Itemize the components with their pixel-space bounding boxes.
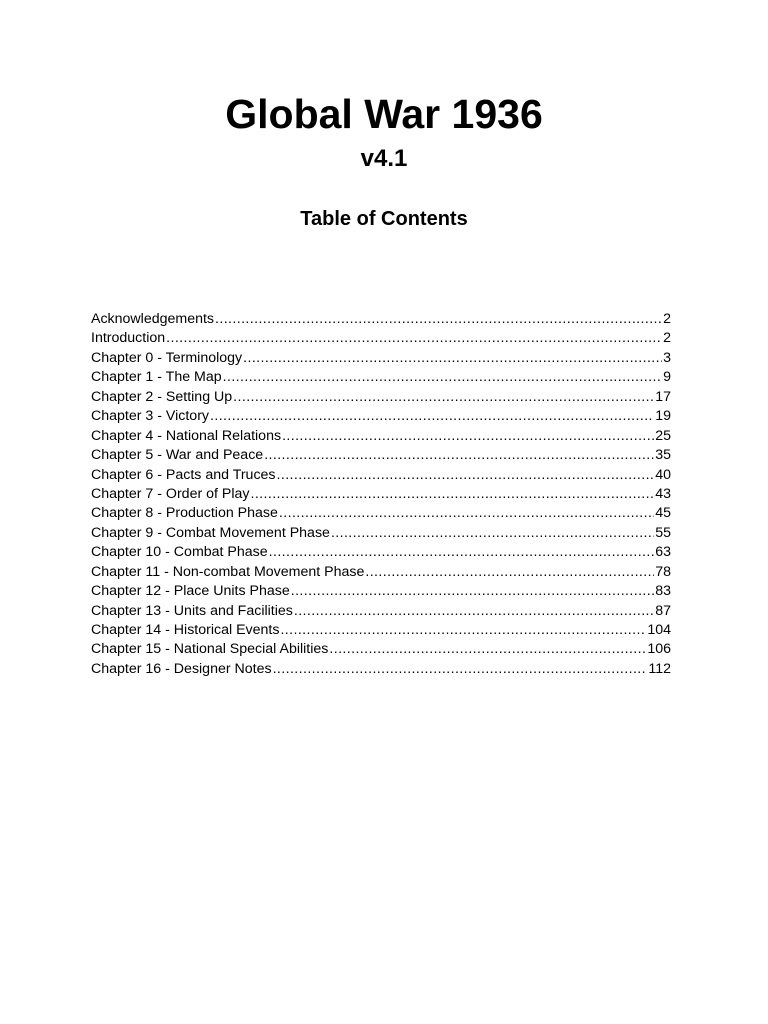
toc-entry-page: 55 [655, 524, 671, 541]
toc-entry-label: Chapter 12 - Place Units Phase [91, 583, 290, 600]
toc-entry-chapter-10 [91, 543, 671, 562]
toc-entry-page: 83 [655, 583, 671, 600]
toc-dot-leader [273, 660, 648, 679]
toc-entry-label: Chapter 2 - Setting Up [91, 388, 233, 405]
toc-entry-label: Chapter 4 - National Relations [91, 427, 282, 444]
toc-entry-label: Chapter 5 - War and Peace [91, 447, 264, 464]
toc-dot-leader [210, 407, 654, 426]
toc-entry-label: Chapter 13 - Units and Facilities [91, 602, 293, 619]
toc-entry-chapter-4 [91, 427, 671, 446]
toc-dot-leader [223, 368, 662, 387]
toc-dot-leader [233, 388, 654, 407]
table-of-contents [91, 310, 671, 679]
toc-entry-page: 35 [655, 447, 671, 464]
toc-entry-chapter-13 [91, 602, 671, 621]
toc-dot-leader [291, 582, 654, 601]
toc-entry-chapter-16 [91, 660, 671, 679]
toc-entry-chapter-1 [91, 368, 671, 387]
toc-entry-page: 112 [648, 660, 671, 677]
toc-dot-leader [277, 466, 655, 485]
toc-entry-page: 40 [655, 466, 671, 483]
toc-entry-label: Chapter 1 - The Map [91, 369, 222, 386]
toc-entry-page: 19 [655, 408, 671, 425]
toc-dot-leader [269, 543, 655, 562]
toc-entry-chapter-12 [91, 582, 671, 601]
toc-dot-leader [251, 485, 655, 504]
toc-dot-leader [365, 563, 654, 582]
toc-dot-leader [243, 349, 662, 368]
toc-entry-page: 78 [655, 563, 671, 580]
toc-entry-chapter-5 [91, 446, 671, 465]
toc-dot-leader [280, 621, 646, 640]
toc-entry-page: 63 [655, 544, 671, 561]
toc-entry-label: Introduction [91, 330, 166, 347]
toc-entry-label: Chapter 7 - Order of Play [91, 485, 250, 502]
toc-entry-chapter-11 [91, 563, 671, 582]
toc-entry-chapter-0 [91, 349, 671, 368]
toc-entry-label: Chapter 0 - Terminology [91, 349, 243, 366]
toc-dot-leader [264, 446, 654, 465]
toc-entry-label: Chapter 15 - National Special Abilities [91, 641, 329, 658]
toc-entry-page: 43 [655, 485, 671, 502]
toc-heading: Table of Contents [300, 208, 468, 230]
document-version: v4.1 [360, 145, 408, 172]
toc-dot-leader [294, 602, 654, 621]
toc-dot-leader [329, 640, 646, 659]
toc-entry-acknowledgements [91, 310, 671, 329]
toc-entry-chapter-7 [91, 485, 671, 504]
toc-entry-page: 3 [663, 349, 671, 366]
toc-entry-chapter-15 [91, 640, 671, 659]
toc-entry-chapter-8 [91, 504, 671, 523]
toc-entry-chapter-9 [91, 524, 671, 543]
toc-dot-leader [282, 427, 654, 446]
toc-entry-page: 104 [647, 622, 671, 638]
toc-entry-label: Chapter 8 - Production Phase [91, 505, 278, 522]
toc-dot-leader [215, 310, 662, 329]
toc-entry-label: Chapter 14 - Historical Events [91, 622, 280, 638]
document-title: Global War 1936 [225, 91, 543, 137]
toc-entry-page: 25 [655, 427, 671, 444]
toc-dot-leader [331, 524, 654, 543]
toc-entry-label: Chapter 10 - Combat Phase [91, 544, 268, 561]
toc-entry-label: Chapter 3 - Victory [91, 408, 210, 425]
toc-entry-page: 2 [663, 330, 671, 347]
toc-entry-page: 17 [655, 388, 671, 405]
toc-entry-page: 9 [663, 369, 671, 386]
toc-dot-leader [279, 504, 654, 523]
toc-entry-label: Chapter 16 - Designer Notes [91, 660, 272, 677]
toc-entry-page: 45 [655, 505, 671, 522]
toc-entry-label: Acknowledgements [91, 311, 215, 327]
toc-entry-chapter-2 [91, 388, 671, 407]
toc-entry-page: 106 [647, 641, 671, 658]
toc-entry-chapter-14 [91, 621, 671, 640]
toc-entry-chapter-3 [91, 407, 671, 426]
toc-entry-chapter-6 [91, 466, 671, 485]
toc-entry-introduction [91, 329, 671, 348]
toc-entry-label: Chapter 6 - Pacts and Truces [91, 466, 276, 483]
toc-dot-leader [166, 329, 662, 348]
toc-entry-page: 2 [663, 311, 671, 327]
toc-entry-page: 87 [655, 602, 671, 619]
toc-entry-label: Chapter 9 - Combat Movement Phase [91, 524, 330, 541]
toc-entry-label: Chapter 11 - Non-combat Movement Phase [91, 563, 365, 580]
